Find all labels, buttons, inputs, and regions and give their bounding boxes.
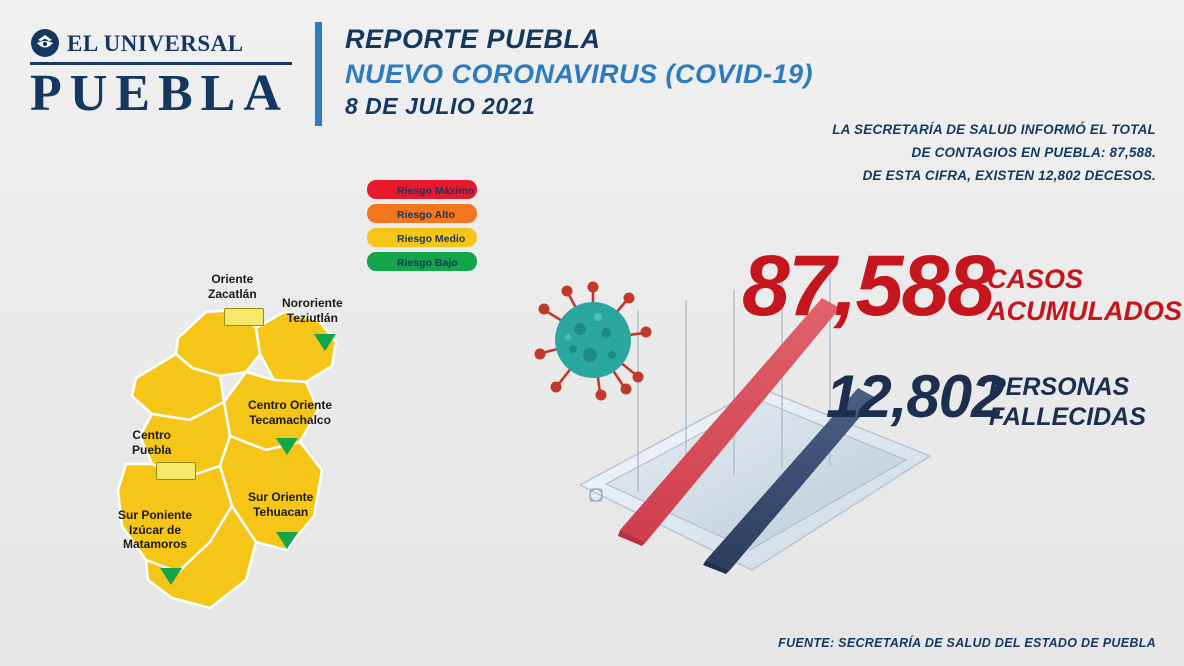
header-line-2: NUEVO CORONAVIRUS (COVID-19): [345, 58, 814, 89]
source-note: FUENTE: SECRETARÍA DE SALUD DEL ESTADO DE PUEBLA: [778, 636, 1156, 650]
cases-label: [987, 264, 1182, 328]
legend-label-medio: Riesgo Medio: [397, 232, 466, 245]
map-label-nororiente-line1: Nororiente: [282, 296, 343, 310]
map-label-nororiente-line2: Teziutlán: [286, 310, 338, 325]
map-label-centro-oriente-line2: Tecamachalco: [249, 412, 331, 427]
map-label-centro-oriente-line1: Centro Oriente: [248, 398, 333, 412]
map-label-sur-poniente-line2: Izúcar de: [128, 522, 182, 537]
map-label-sur-oriente-tehuacan: [248, 490, 313, 519]
map-label-centro-puebla: [132, 428, 171, 457]
intro-line-2: DE CONTAGIOS EN PUEBLA: 87,588.: [911, 145, 1156, 161]
puebla-state-map: [60, 250, 390, 630]
deaths-label: [989, 372, 1146, 432]
map-marker-centro-oriente-tecamachalco: [276, 438, 298, 455]
intro-line-3: DE ESTA CIFRA, EXISTEN 12,802 DECESOS.: [862, 168, 1156, 184]
map-label-sur-oriente-line1: Sur Oriente: [248, 490, 314, 504]
deaths-label-line1: PERSONAS: [989, 373, 1130, 401]
header-line-3: 8 DE JULIO 2021: [345, 93, 536, 120]
coronavirus-icon: [528, 275, 658, 405]
deaths-label-line2: FALLECIDAS: [989, 403, 1146, 431]
cases-label-line2: ACUMULADOS: [987, 295, 1182, 326]
legend-item-maximo: [367, 180, 477, 201]
map-label-centro-oriente-tecamachalco: [248, 398, 332, 427]
map-marker-oriente-zacatlan: [224, 308, 264, 326]
map-label-centro-puebla-line2: Puebla: [132, 442, 172, 457]
masthead: [30, 28, 292, 120]
deaths-number: 12,802: [826, 363, 1004, 430]
map-label-sur-oriente-line2: Tehuacan: [253, 504, 309, 519]
map-marker-centro-puebla: [156, 462, 196, 480]
masthead-puebla: PUEBLA: [30, 65, 289, 122]
map-label-centro-puebla-line1: Centro: [132, 428, 172, 442]
intro-line-1: LA SECRETARÍA DE SALUD INFORMÓ EL TOTAL: [832, 122, 1156, 137]
map-label-nororiente-teziutlan: [282, 296, 343, 325]
map-label-oriente-zacatlan-line1: Oriente: [211, 272, 254, 286]
map-label-sur-poniente-line3: Matamoros: [123, 537, 188, 552]
intro-text: [736, 118, 1156, 188]
legend-item-medio: [367, 228, 477, 249]
map-marker-nororiente-teziutlan: [314, 334, 336, 351]
masthead-top: [30, 28, 292, 65]
cases-label-line1: CASOS: [987, 264, 1084, 294]
header-line-1: REPORTE PUEBLA: [345, 24, 601, 54]
cases-number: 87,588: [742, 238, 994, 334]
header-divider: [315, 22, 322, 126]
legend-item-alto: [367, 204, 477, 225]
legend-label-bajo: Riesgo Bajo: [397, 256, 458, 269]
map-label-oriente-zacatlan: [208, 272, 257, 301]
map-label-sur-poniente-line1: Sur Poniente: [118, 508, 193, 522]
map-marker-sur-poniente-izucar: [160, 568, 182, 585]
eagle-logo-icon: [30, 28, 60, 58]
legend-label-maximo: Riesgo Máximo: [397, 184, 475, 197]
map-marker-sur-oriente-tehuacan: [276, 532, 298, 549]
header-titles: [345, 22, 813, 122]
map-label-oriente-zacatlan-line2: Zacatlán: [208, 286, 257, 301]
map-label-sur-poniente-izucar: [118, 508, 192, 552]
legend-label-alto: Riesgo Alto: [397, 208, 455, 221]
masthead-universal: EL UNIVERSAL: [67, 30, 244, 56]
